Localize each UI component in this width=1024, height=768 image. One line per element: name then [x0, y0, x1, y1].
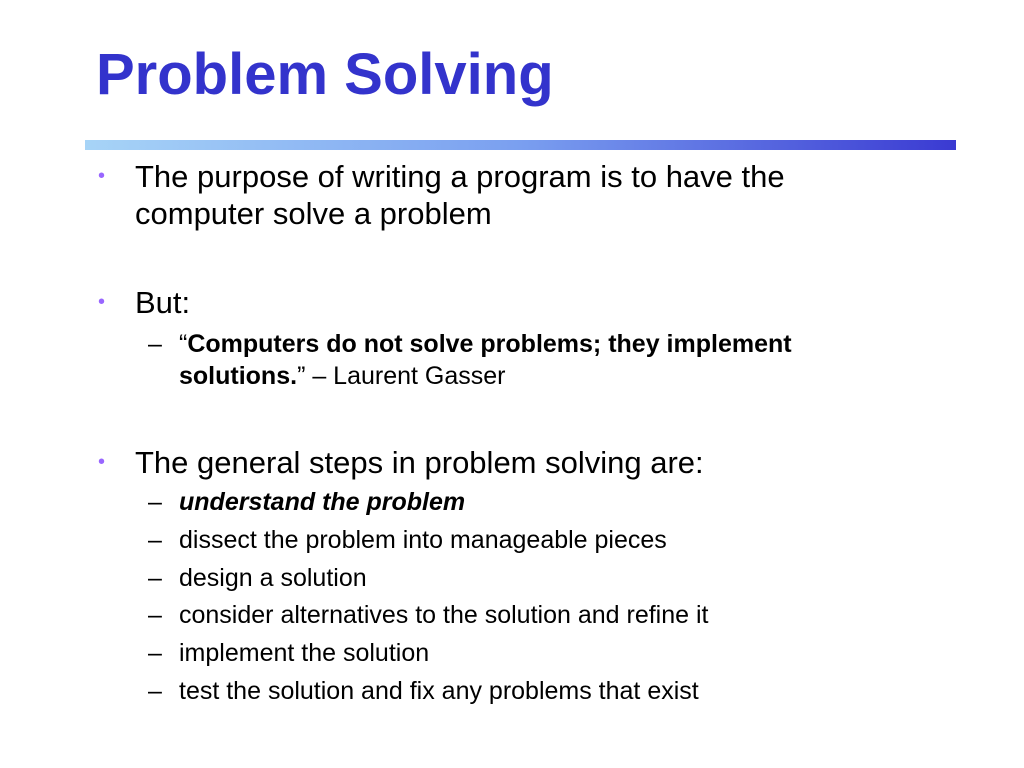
quote-bold-line-1: Computers do not solve problems; they implement — [187, 330, 792, 358]
bullet-3-text: The general steps in problem solving are: — [135, 445, 704, 480]
bullet-icon: • — [98, 451, 106, 473]
bullet-icon: • — [98, 291, 106, 313]
quote-line-2 — [179, 360, 792, 392]
dash-icon: – — [148, 601, 162, 629]
step-item: implement the solution — [179, 639, 430, 667]
step-item: design a solution — [179, 564, 367, 592]
bullet-1-line-2: computer solve a problem — [135, 196, 492, 231]
step-item: test the solution and fix any problems that exist — [179, 677, 699, 705]
bullet-1-line-1: The purpose of writing a program is to have the — [135, 159, 785, 194]
close-quote-mark: ” — [297, 362, 306, 390]
quote-line-1 — [179, 328, 792, 360]
quote-bold-line-2: solutions. — [179, 362, 298, 390]
dash-icon: – — [148, 488, 162, 516]
slide-title: Problem Solving — [96, 42, 554, 107]
dash-icon: – — [148, 564, 162, 592]
bullet-2-text: But: — [135, 285, 191, 320]
quote-attribution: – Laurent Gasser — [305, 362, 506, 390]
dash-icon: – — [148, 677, 162, 705]
step-item: understand the problem — [179, 488, 466, 516]
quote-block — [179, 328, 792, 392]
dash-icon: – — [148, 330, 162, 358]
dash-icon: – — [148, 526, 162, 554]
step-item: consider alternatives to the solution and refine it — [179, 601, 709, 629]
step-item: dissect the problem into manageable pieces — [179, 526, 667, 554]
bullet-icon: • — [98, 165, 106, 187]
open-quote-mark: “ — [179, 330, 188, 358]
dash-icon: – — [148, 639, 162, 667]
